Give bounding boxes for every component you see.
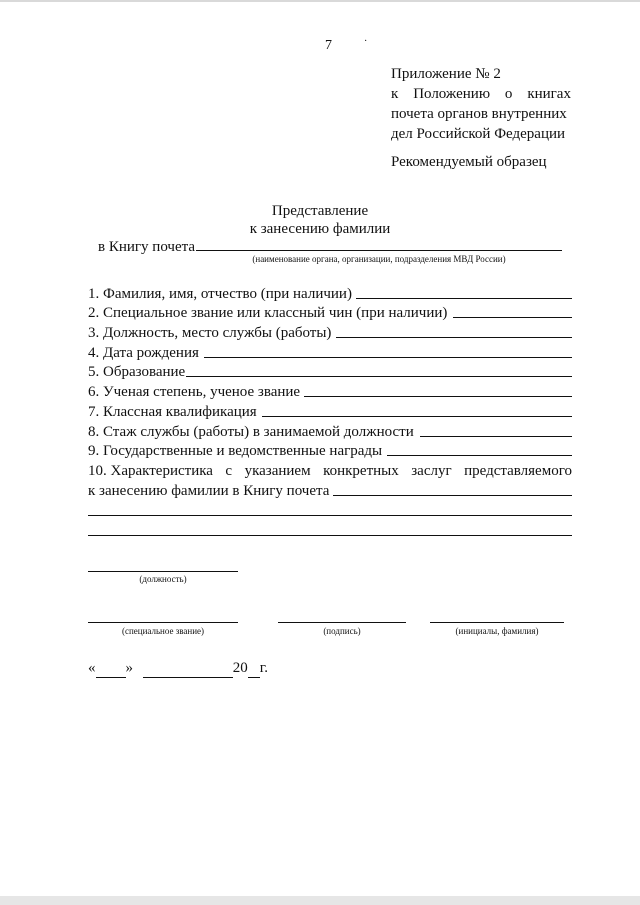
form-item-4-line[interactable] — [204, 357, 572, 358]
rank-caption: (специальное звание) — [121, 626, 205, 636]
book-field-caption: (наименование органа, организации, подразделения МВД России) — [252, 254, 506, 264]
appendix-word: к — [391, 86, 399, 102]
form-item-3-label: 3. Должность, место службы (работы) — [88, 325, 332, 341]
appendix-word: Положению — [413, 86, 491, 102]
item10-word: с — [225, 463, 233, 479]
form-item-8-line[interactable] — [420, 436, 572, 437]
name-line[interactable] — [430, 622, 564, 623]
form-item-6-line[interactable] — [304, 396, 572, 397]
form-item-9-label: 9. Государственные и ведомственные награды — [88, 443, 383, 459]
form-item-3-line[interactable] — [336, 337, 572, 338]
item10-word: представляемого — [464, 463, 572, 479]
form-item-10-line-1[interactable] — [333, 495, 572, 496]
signature-caption: (подпись) — [323, 626, 361, 636]
date-year-line[interactable] — [248, 660, 260, 678]
form-item-2-label: 2. Специальное звание или классный чин (при наличии) — [88, 305, 448, 321]
form-item-2-line[interactable] — [453, 317, 572, 318]
appendix-line-2 — [391, 84, 571, 104]
appendix-number: Приложение № 2 — [391, 66, 501, 82]
form-item-5-line[interactable] — [186, 376, 572, 377]
form-item-10-line-3[interactable] — [88, 535, 572, 536]
form-item-8-label: 8. Стаж службы (работы) в занимаемой должности — [88, 424, 414, 440]
signature-line[interactable] — [278, 622, 406, 623]
appendix-line-4: дел Российской Федерации — [391, 126, 566, 142]
scan-dot: · — [364, 36, 368, 47]
form-item-10-line-2[interactable] — [88, 515, 572, 516]
book-field-label: в Книгу почета — [98, 239, 196, 255]
appendix-block — [391, 64, 571, 144]
scan-bottom-edge — [0, 896, 640, 905]
form-item-7-line[interactable] — [262, 416, 572, 417]
form-item-6-label: 6. Ученая степень, ученое звание — [88, 384, 301, 400]
date-open-quote: « — [88, 660, 96, 676]
book-field-line[interactable] — [196, 250, 562, 251]
date-close-quote: » — [125, 660, 133, 676]
item10-word: конкретных — [323, 463, 399, 479]
date-year-suffix: г. — [259, 660, 268, 676]
sample-label: Рекомендуемый образец — [391, 154, 547, 170]
rank-line[interactable] — [88, 622, 238, 623]
form-item-5-label: 5. Образование — [88, 364, 186, 380]
name-caption: (инициалы, фамилия) — [455, 626, 539, 636]
date-day-line[interactable] — [96, 660, 126, 678]
document-subtitle: к занесению фамилии — [249, 221, 391, 237]
form-item-4-label: 4. Дата рождения — [88, 345, 199, 361]
item10-word: указанием — [244, 463, 311, 479]
date-month-line[interactable] — [143, 660, 233, 678]
form-item-7-label: 7. Классная квалификация — [88, 404, 257, 420]
date-field — [88, 660, 268, 678]
form-item-1-label: 1. Фамилия, имя, отчество (при наличии) — [88, 286, 352, 302]
form-item-10-label-continued: к занесению фамилии в Книгу почета — [88, 483, 330, 499]
document-title: Представление — [271, 203, 369, 219]
item10-word: заслуг — [411, 463, 452, 479]
form-item-10-label — [88, 463, 572, 480]
form-item-9-line[interactable] — [387, 455, 572, 456]
appendix-word: о — [504, 86, 513, 102]
position-caption: (должность) — [139, 574, 187, 584]
page-number: 7 — [325, 38, 332, 53]
appendix-word: книгах — [527, 86, 571, 102]
position-line[interactable] — [88, 571, 238, 572]
scan-top-edge — [0, 0, 640, 2]
date-year-prefix: 20 — [232, 660, 248, 676]
form-item-1-line[interactable] — [356, 298, 572, 299]
item10-word: 10. Характеристика — [88, 463, 213, 479]
appendix-line-3: почета органов внутренних — [391, 106, 567, 122]
